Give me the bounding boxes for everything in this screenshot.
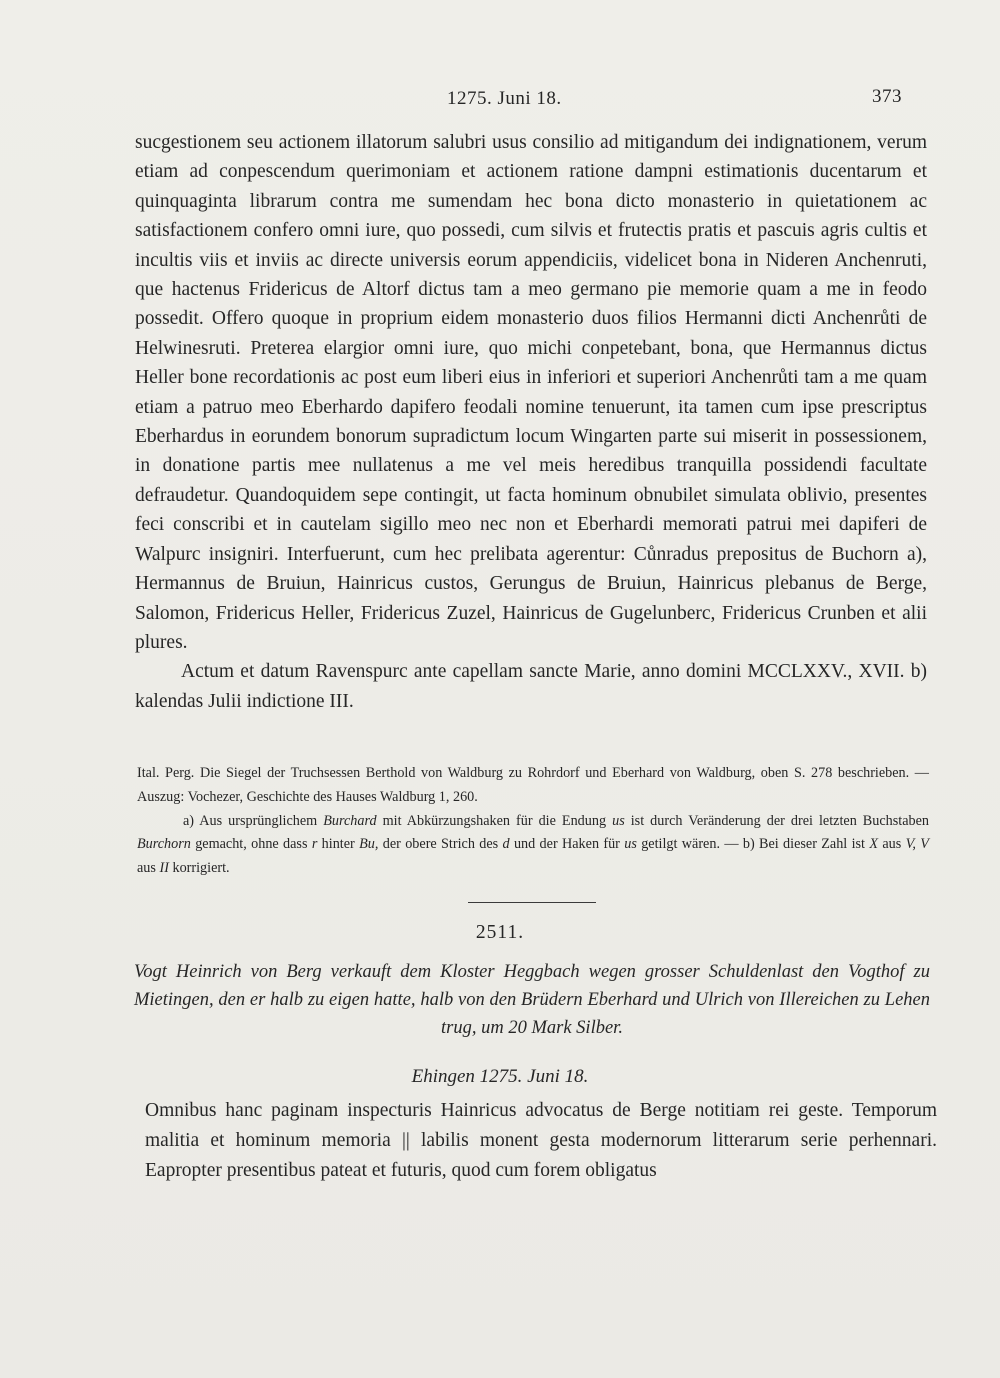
footnote-text: mit Abkürzungshaken für die Endung (376, 812, 613, 829)
footnote-italic: Burchorn (137, 836, 191, 853)
footnote-text: hinter (317, 836, 360, 853)
footnote-text: aus (878, 836, 906, 853)
actum-paragraph: Actum et datum Ravenspurc ante capellam sancte Marie, anno domini MCCLXXV., XVII. b) kalendas Julii indictione III. (135, 661, 927, 712)
document-number: 2511. (475, 922, 525, 943)
footnote-italic: d (502, 836, 510, 853)
page-header (0, 86, 1000, 116)
footnote-text: korrigiert. (168, 860, 230, 877)
footnote-italic: II (159, 860, 169, 877)
footnote-text: gemacht, ohne dass (190, 836, 312, 853)
section-divider (468, 902, 596, 903)
document-dating: Ehingen 1275. Juni 18. (411, 1066, 589, 1087)
charter-opening: Omnibus hanc paginam inspecturis Hainricus advocatus de Berge notitiam rei geste. Temporum malitia et hominum memoria || labilis monent gesta modernorum litterarum serie perhennari. Eapropter presentibus pateat et futuris, quod cum forem obligatus (145, 1100, 937, 1181)
footnote-italic: X (869, 836, 878, 853)
charter-text-continued (135, 128, 927, 716)
footnotes (137, 810, 929, 881)
footnote-italic: r (311, 836, 318, 853)
footnote-italic: Burchard (323, 812, 377, 829)
charter-text (145, 1096, 937, 1186)
document-regest: Vogt Heinrich von Berg verkauft dem Kloster Heggbach wegen grosser Schuldenlast den Vogthof zu Mietingen, den er halb zu eigen hatte, halb von den Brüdern Eberhard und Ulrich von Illereichen zu Lehen trug, um 20 Mark Silber. (134, 962, 930, 1038)
footnote-italic: V, V (905, 836, 929, 853)
footnote-italic: us (612, 812, 625, 829)
footnote-text: a) Aus ursprünglichem (183, 812, 324, 829)
footnote-text: getilgt wären. — b) Bei dieser Zahl ist (636, 836, 870, 853)
footnote-italic: us (624, 836, 637, 853)
apparatus-notes (137, 762, 929, 881)
running-head: 1275. Juni 18. (447, 88, 562, 109)
footnote-text: aus (137, 860, 160, 877)
charter-paragraph: sucgestionem seu actionem illatorum salubri usus consilio ad mitigandum dei indignationem, verum etiam ad conpescendum querimoniam et actionem ratione dampni estimationis ducentarum et quinquaginta librarum contra me sumendam hec bona dicto monasterio in quietationem ac satisfactionem confero omni iure, quo possedi, cum silvis et frutectis pratis et pascuis agris cultis et incultis viis et inviis ac directe universis eorum appendiciis, videlicet bona in Nideren Anchenruti, que hactenus Fridericus de Altorf dictus tam a meo germano pie memorie quam a me in feodo possedit. Offero quoque in proprium eidem monasterio duos filios Hermanni dicti Anchenrůti de Helwinesruti. Preterea elargior omni iure, quo michi conpetebant, bona, que Hermannus dictus Heller bone recordationis ac post eum liberi eius in inferiori et superiori Anchenrůti tam a me quam etiam a patruo meo Eberhardo dapifero feodali nomine tenuerunt, ita tamen cum ipse prescriptus Eberhardus in eorundem bonorum supradictum locum Wingarten parte sui miserit in possessionem, in donatione partis mee nullatenus a me vel meis heredibus tranquilla possidendi facultate defraudetur. Quandoquidem sepe contingit, ut facta hominum obnubilet simulata oblivio, presentes feci conscribi et in cautelam sigillo meo nec non et Eberhardi memorati patrui mei dapiferi de Walpurc insigniri. Interfuerunt, cum hec prelibata agerentur: Cůnradus prepositus de Buchorn a), Hermannus de Bruiun, Hainricus custos, Gerungus de Bruiun, Hainricus plebanus de Berge, Salomon, Fridericus Heller, Fridericus Zuzel, Hainricus de Gugelunberc, Fridericus Crunben et alii plures. (135, 132, 927, 653)
page-number: 373 (872, 86, 902, 107)
footnote-text: der obere Strich des (378, 836, 503, 853)
footnote-text: und der Haken für (509, 836, 625, 853)
footnote-text: ist durch Veränderung der drei letzten Buchstaben (624, 812, 930, 829)
source-note: Ital. Perg. Die Siegel der Truchsessen Berthold von Waldburg zu Rohrdorf und Eberhard von Waldburg, oben S. 278 beschrieben. — Auszug: Vochezer, Geschichte des Hauses Waldburg 1, 260. (137, 765, 929, 805)
footnote-italic: Bu, (359, 836, 379, 853)
